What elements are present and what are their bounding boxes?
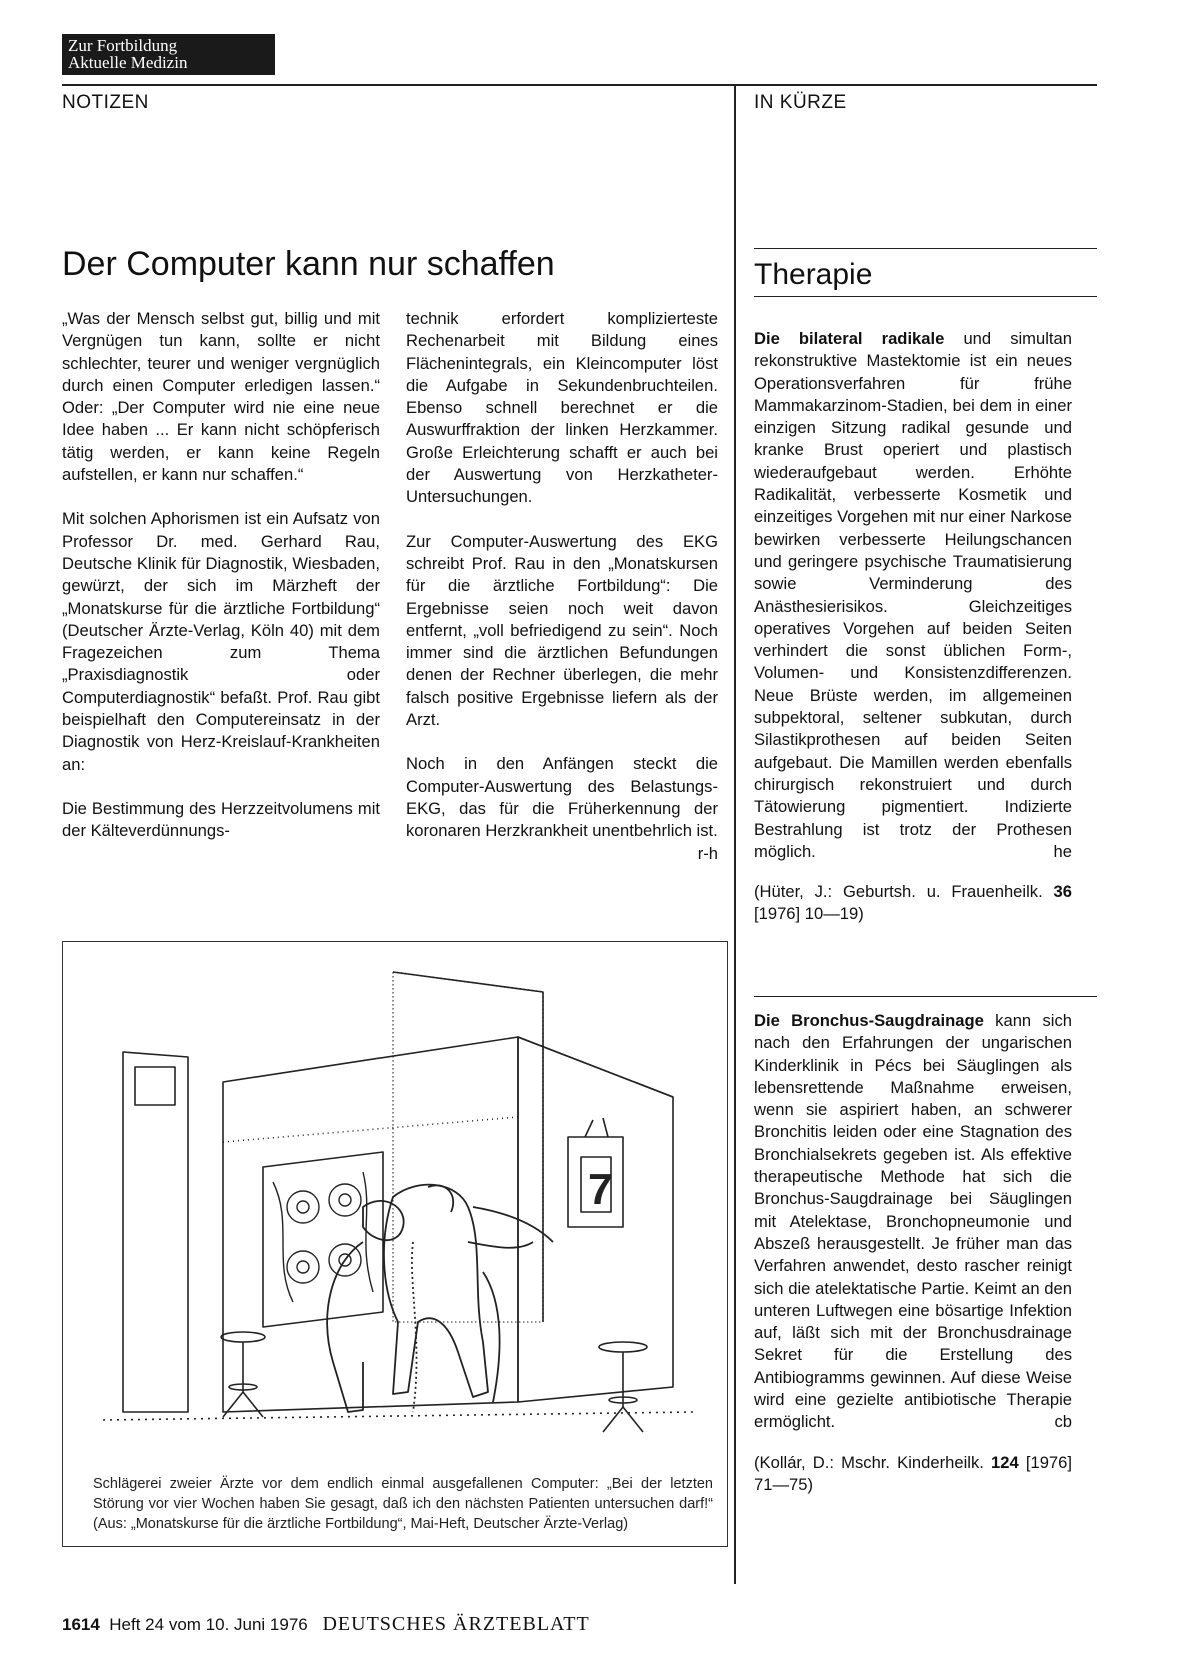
article-paragraph: Mit solchen Aphorismen ist ein Aufsatz von Professor Dr. med. Gerhard Rau, Deutsche Klinik für Diagnostik, Wiesbaden, gewürzt, der sich im Märzheft der „Monatskurse für die ärztliche Fortbildung“ (Deutscher Ärzte-Verlag, Köln 40) mit dem Fragezeichen zum Thema „Praxisdiagnostik oder Computerdiagnostik“ befaßt. Prof. Rau gibt beispielhaft den Computereinsatz in der Diagnostik von Herz-Kreislauf-Krankheiten an:	[62, 509, 380, 774]
article-headline: Der Computer kann nur schaffen	[62, 245, 555, 283]
article-signature: r-h	[697, 843, 718, 863]
section-box	[62, 34, 275, 75]
article-column-2	[406, 308, 718, 865]
sidebar-item-text	[754, 328, 1072, 863]
page-footer	[62, 1613, 590, 1636]
sidebar-item-body: kann sich nach den Erfahrungen der ungarischen Kinderklinik in Pécs bei Säuglingen als lebensrettende Maßnahme erweisen, wenn sie aspiriert haben, an schwerer Bronchitis leiden oder eine Stagnation des Bronchialsekrets gegeben ist. Als effektive therapeutische Methode hat sich die Bronchus-Saugdrainage bei Säuglingen mit Atelektase, Bronchopneumonie und Abszeß herausgestellt. Je früher man das Verfahren anwendet, desto rascher reinigt sich die atelektatische Partie. Keimt an den unteren Luftwegen eine bösartige Infektion auf, läßt sich mit der Bronchusdrainage Sekret für die Erstellung des Antibiogramms gewinnen. Auf diese Weise wird eine gezielte antibiotische Therapie ermöglicht.	[754, 1011, 1072, 1432]
therapie-rule-top	[754, 248, 1097, 249]
sidebar-item-signature: cb	[1054, 1412, 1072, 1432]
sidebar-item-signature: he	[1053, 841, 1072, 861]
sidebar-item-reference: (Hüter, J.: Geburtsh. u. Frauenheilk. 36 [1976] 10—19)	[754, 882, 1072, 924]
computer-right-cabinet	[518, 1037, 673, 1402]
column-divider	[734, 84, 736, 1584]
sidebar-item-mastektomie	[754, 328, 1072, 948]
section-label-notizen: NOTIZEN	[62, 92, 149, 113]
sidebar-item-divider	[754, 996, 1097, 997]
sidebar-item-bronchus	[754, 1010, 1072, 1518]
sidebar-item-body: und simultan rekonstruktive Mastektomie ist ein neues Operationsverfahren für frühe Mammakarzinom-Stadien, bei dem in einer einzigen Sitzung radikal gesunde und kranke Brust operiert und plastisch wiederaufgebaut werden. Erhöhte Radikalität, verbesserte Kosmetik und einzeitiges Vorgehen mit nur einer Narkose bewirken verbesserte Heilungschancen und geringere psychische Traumatisierung sowie Verminderung des Anästhesierisikos. Gleichzeitiges operatives Vorgehen auf beiden Seiten verhindert die sonst üblichen Form-, Volumen- und Konsistenzdifferenzen. Neue Brüste werden, im allgemeinen subpektoral, seltener subkutan, durch Silastikprothesen auf beiden Seiten aufgebaut. Die Mamillen werden ebenfalls chirurgisch rekonstruiert und durch Tätowierung pigmentiert. Indizierte Bestrahlung ist trotz der Prothesen möglich.	[754, 329, 1072, 861]
section-box-line2: Aktuelle Medizin	[68, 53, 188, 72]
therapie-rule-bottom	[754, 296, 1097, 297]
magazine-title: DEUTSCHES ÄRZTEBLATT	[322, 1613, 590, 1635]
fighting-doctors	[327, 1185, 553, 1412]
sidebar-item-lead: Die Bronchus-Saugdrainage	[754, 1011, 984, 1030]
tape-reels	[273, 1172, 373, 1302]
sidebar-item-lead: Die bilateral radikale	[754, 329, 945, 348]
article-column-1	[62, 308, 380, 843]
computer-back-panel	[393, 972, 543, 1322]
cartoon-illustration	[62, 941, 728, 1547]
stool-left	[221, 1332, 265, 1417]
cabinet-panel	[135, 1067, 175, 1105]
sidebar-heading: Therapie	[754, 258, 873, 291]
issue-info: Heft 24 vom 10. Juni 1976	[109, 1615, 308, 1634]
computer-left-cabinet	[123, 1052, 188, 1412]
section-box-line1: Zur Fortbildung	[68, 36, 178, 55]
article-paragraph: Zur Computer-Auswertung des EKG schreibt Prof. Rau in den „Monatskursen für die ärztliche Fortbildung“: Die Ergebnisse seien noch weit davon entfernt, „voll befriedigend zu sein“. Noch immer sind die ärztlichen Befundungen denen der Rechner überlegen, die mehr falsch positive Ergebnisse liefern als der Arzt.	[406, 531, 718, 730]
article-paragraph	[406, 753, 718, 863]
display-digit: 7	[588, 1165, 613, 1214]
section-label-in-kuerze: IN KÜRZE	[754, 92, 847, 113]
sidebar-item-text	[754, 1010, 1072, 1434]
illustration-caption: Schlägerei zweier Ärzte vor dem endlich einmal ausgefallenen Computer: „Bei der letzten Störung vor vier Wochen haben Sie gesagt, daß ich den nächsten Patienten untersuchen darf!“ (Aus: „Monatskurse für die ärztliche Fortbildung“, Mai-Heft, Deutscher Ärzte-Verlag)	[93, 1476, 713, 1532]
sidebar-item-reference: (Kollár, D.: Mschr. Kinderheilk. 124 [1976] 71—75)	[754, 1452, 1073, 1494]
stool-right	[599, 1342, 647, 1432]
cartoon-drawing	[63, 942, 726, 1462]
article-paragraph: Die Bestimmung des Herzzeitvolumens mit der Kälteverdünnungs-	[62, 798, 380, 841]
top-rule	[62, 84, 1097, 86]
article-paragraph: „Was der Mensch selbst gut, billig und mit Vergnügen tun kann, sollte er nicht schlechter, teurer und weniger vergnüglich durch einen Computer erledigen lassen.“ Oder: „Der Computer wird nie eine neue Idee haben ... Er kann nicht schöpferisch tätig werden, er kann keine Regeln aufstellen, er kann nur schaffen.“	[62, 309, 380, 485]
article-paragraph: technik erfordert komplizierteste Rechenarbeit mit Bildung eines Flächenintegrals, ein Kleincomputer löst die Aufgabe in Sekundenbruchteilen. Ebenso schnell berechnet er die Auswurffraktion der linken Herzkammer. Große Erleichterung schafft er auch bei der Auswertung von Herzkatheter-Untersuchungen.	[406, 309, 718, 507]
article-paragraph-text: Noch in den Anfängen steckt die Computer-Auswertung des Belastungs-EKG, das für die Früherkennung der koronaren Herzkrankheit unentbehrlich ist.	[406, 754, 718, 841]
page-number: 1614	[62, 1615, 100, 1634]
